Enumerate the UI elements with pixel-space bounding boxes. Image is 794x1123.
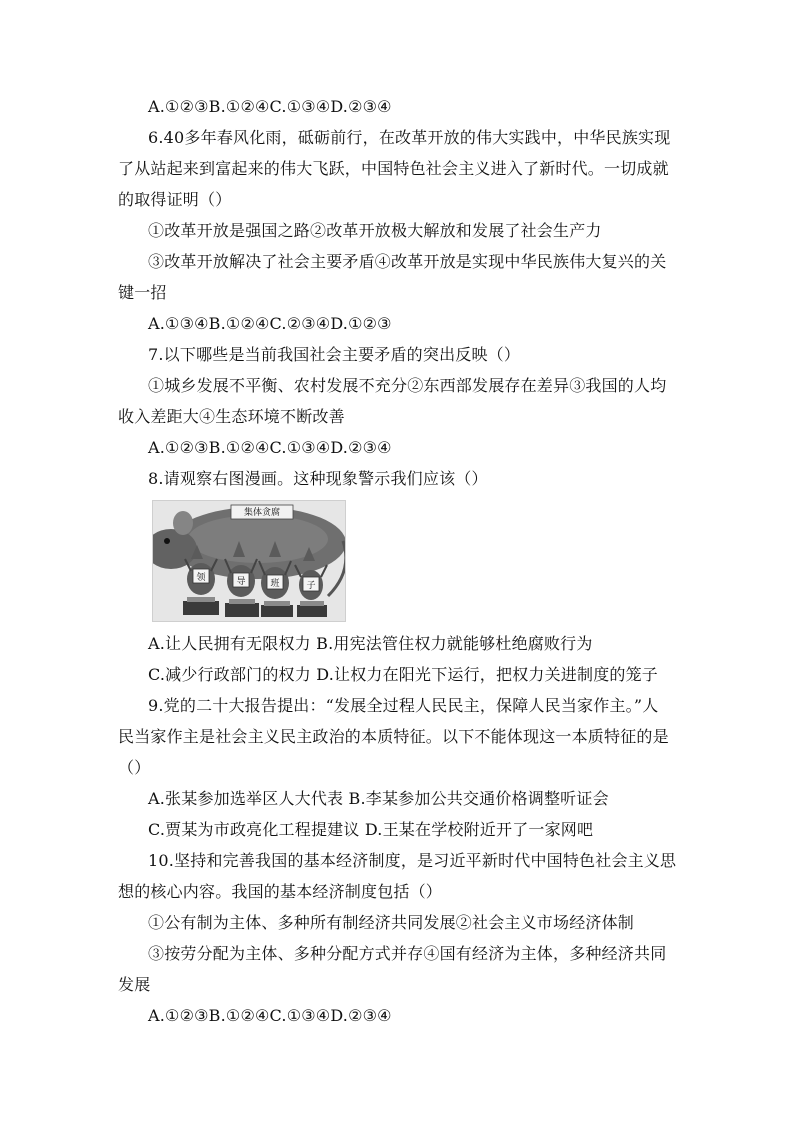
q7-statements-line1: ①城乡发展不平衡、农村发展不充分②东西部发展存在差异③我国的人均 xyxy=(148,376,667,395)
q10-statements-line2: ③按劳分配为主体、多种分配方式并存④国有经济为主体，多种经济共同 xyxy=(148,944,667,963)
q9-stem-line1: 9.党的二十大报告提出：“发展全过程人民民主，保障人民当家作主。”人 xyxy=(148,696,659,715)
cartoon-sign-1: 领 xyxy=(196,573,206,583)
cartoon-sign-3: 班 xyxy=(270,579,280,589)
q6-stem-line1: 6.40多年春风化雨，砥砺前行，在改革开放的伟大实践中，中华民族实现 xyxy=(148,128,671,147)
cartoon-sign-4: 子 xyxy=(306,581,316,591)
cartoon-sign-2: 导 xyxy=(236,577,246,587)
q10-stem-line1: 10.坚持和完善我国的基本经济制度，是习近平新时代中国特色社会主义思 xyxy=(148,851,677,870)
q10-statements-line3: 发展 xyxy=(118,975,151,994)
q8-options-line2: C.减少行政部门的权力 D.让权力在阳光下运行，把权力关进制度的笼子 xyxy=(148,665,658,684)
q6-statements-line2: ③改革开放解决了社会主要矛盾④改革开放是实现中华民族伟大复兴的关 xyxy=(148,252,667,271)
q8-stem: 8.请观察右图漫画。这种现象警示我们应该（） xyxy=(148,469,488,488)
q6-stem-line2: 了从站起来到富起来的伟大飞跃，中国特色社会主义进入了新时代。一切成就 xyxy=(118,159,669,178)
q8-options-line1: A.让人民拥有无限权力 B.用宪法管住权力就能够杜绝腐败行为 xyxy=(148,634,593,653)
corruption-cartoon-image xyxy=(152,500,346,622)
q7-statements-line2: 收入差距大④生态环境不断改善 xyxy=(118,407,345,426)
q10-stem-line2: 想的核心内容。我国的基本经济制度包括（） xyxy=(118,882,443,901)
q9-stem-line3: （） xyxy=(118,758,151,777)
q9-options-line2: C.贾某为市政亮化工程提建议 D.王某在学校附近开了一家网吧 xyxy=(148,820,594,839)
q10-statements-line1: ①公有制为主体、多种所有制经济共同发展②社会主义市场经济体制 xyxy=(148,913,635,932)
q9-stem-line2: 民当家作主是社会主义民主政治的本质特征。以下不能体现这一本质特征的是 xyxy=(118,727,669,746)
q6-statements-line1: ①改革开放是强国之路②改革开放极大解放和发展了社会生产力 xyxy=(148,221,602,240)
q5-options: A.①②③B.①②④C.①③④D.②③④ xyxy=(148,97,392,116)
q6-options: A.①③④B.①②④C.②③④D.①②③ xyxy=(148,314,392,333)
q6-statements-line3: 键一招 xyxy=(118,283,167,302)
q7-options: A.①②③B.①②④C.①③④D.②③④ xyxy=(148,438,392,457)
q6-stem-line3: 的取得证明（） xyxy=(118,190,232,209)
q7-stem: 7.以下哪些是当前我国社会主要矛盾的突出反映（） xyxy=(148,345,521,364)
q9-options-line1: A.张某参加选举区人大代表 B.李某参加公共交通价格调整听证会 xyxy=(148,789,609,808)
cartoon-banner-text: 集体贪腐 xyxy=(243,508,281,518)
q10-options: A.①②③B.①②④C.①③④D.②③④ xyxy=(148,1006,392,1025)
